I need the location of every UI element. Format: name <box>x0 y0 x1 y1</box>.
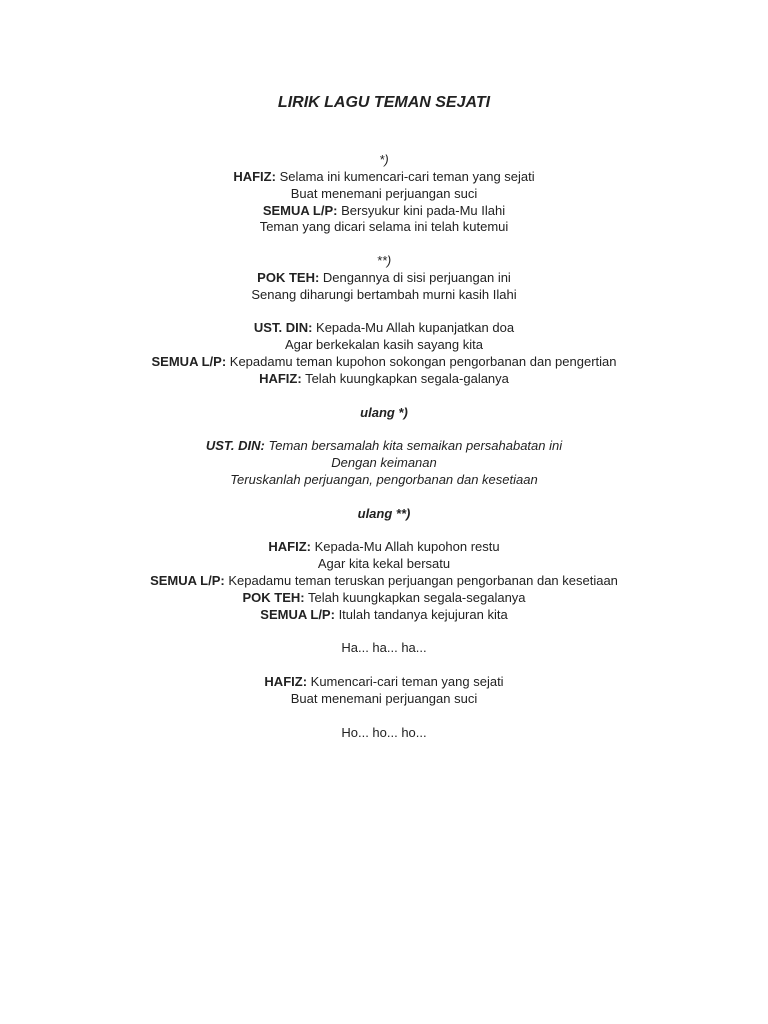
speaker-label: UST. DIN: <box>253 320 313 336</box>
lyric-text: Telah kuungkapkan segala-segalanya <box>307 589 526 605</box>
lyric-line <box>0 270 768 287</box>
lyric-text: Itulah tandanya kejujuran kita <box>338 606 508 622</box>
speaker-label: HAFIZ: <box>259 370 302 386</box>
stanza <box>0 674 768 708</box>
section-marker: **) <box>376 253 392 269</box>
stanza <box>0 320 768 387</box>
speaker-label: POK TEH: <box>257 269 320 285</box>
lyric-text: Kepada-Mu Allah kupohon restu <box>314 539 500 555</box>
stanza <box>0 640 768 657</box>
lyric-line <box>0 203 768 220</box>
speaker-label: HAFIZ: <box>268 539 311 555</box>
lyric-text: Dengannya di sisi perjuangan ini <box>322 269 511 285</box>
repeat-marker: ulang *) <box>360 404 408 420</box>
section-marker: *) <box>379 152 389 167</box>
lyric-text: Kepada-Mu Allah kupanjatkan doa <box>316 320 515 336</box>
lyric-line <box>0 607 768 624</box>
lyric-text: Kumencari-cari teman yang sejati <box>310 674 504 690</box>
lyric-line: Teman yang dicari selama ini telah kutemui <box>259 219 509 235</box>
speaker-label: SEMUA L/P: <box>260 606 335 622</box>
lyric-text: Bersyukur kini pada-Mu Ilahi <box>341 202 506 218</box>
lyric-line <box>0 590 768 607</box>
lyrics-body <box>0 152 768 742</box>
lyric-line <box>0 354 768 371</box>
lyric-text: Telah kuungkapkan segala-galanya <box>305 370 509 386</box>
lyric-line <box>0 438 768 455</box>
repeat-marker: ulang **) <box>357 505 411 521</box>
speaker-label: SEMUA L/P: <box>151 354 227 370</box>
lyric-line <box>0 320 768 337</box>
lyric-line <box>0 169 768 186</box>
speaker-label: UST. DIN: <box>205 438 265 454</box>
speaker-label: POK TEH: <box>242 589 305 605</box>
speaker-label: HAFIZ: <box>264 674 308 690</box>
speaker-label: SEMUA L/P: <box>150 573 225 589</box>
stanza <box>0 438 768 489</box>
lyric-text: Kepadamu teman kupohon sokongan pengorbanan dan pengertian <box>229 354 617 370</box>
document-title: LIRIK LAGU TEMAN SEJATI <box>277 94 491 111</box>
lyric-line <box>0 371 768 388</box>
stanza <box>0 253 768 304</box>
lyric-line: Buat menemani perjuangan suci <box>290 691 478 706</box>
lyric-line: Dengan keimanan <box>331 455 437 471</box>
lyric-line <box>0 573 768 590</box>
stanza <box>0 725 768 742</box>
lyric-text: Kepadamu teman teruskan perjuangan pengorbanan dan kesetiaan <box>228 573 618 589</box>
lyric-text: Selama ini kumencari-cari teman yang sejati <box>279 168 535 184</box>
lyric-line <box>0 674 768 691</box>
stanza <box>0 506 768 523</box>
lyric-line: Teruskanlah perjuangan, pengorbanan dan kesetiaan <box>230 472 538 488</box>
speaker-label: HAFIZ: <box>233 168 276 184</box>
lyric-line: Agar berkekalan kasih sayang kita <box>284 337 483 353</box>
lyric-line: Ho... ho... ho... <box>341 724 427 740</box>
lyric-line: Ha... ha... ha... <box>341 640 427 656</box>
lyric-line: Buat menemani perjuangan suci <box>290 185 478 201</box>
lyric-line <box>0 539 768 556</box>
lyric-text: Teman bersamalah kita semaikan persahabatan ini <box>268 438 563 454</box>
stanza <box>0 152 768 236</box>
stanza <box>0 405 768 422</box>
speaker-label: SEMUA L/P: <box>262 202 338 218</box>
stanza <box>0 539 768 623</box>
lyric-line: Senang diharungi bertambah murni kasih Ilahi <box>251 286 517 302</box>
lyric-line: Agar kita kekal bersatu <box>317 556 451 572</box>
